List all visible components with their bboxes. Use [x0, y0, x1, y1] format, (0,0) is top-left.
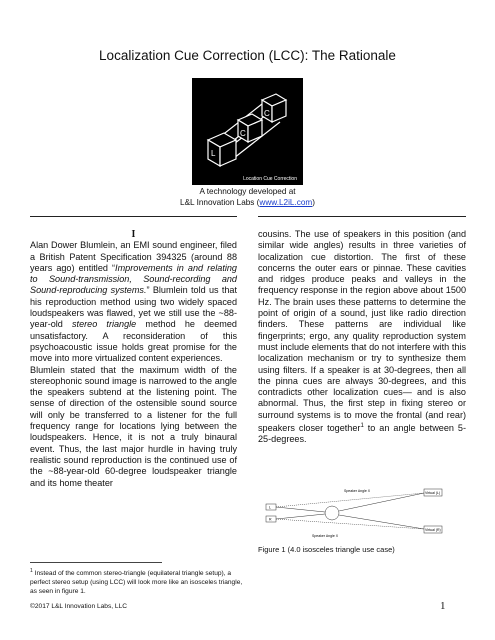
copyright-notice: ©2017 L&L Innovation Labs, LLC	[30, 603, 127, 610]
footnote-text: Instead of the common stereo-triangle (equilateral triangle setup), a perfect stereo setup (using LCC) will look more like an isosceles triangle, as seen in figure 1.	[30, 570, 243, 596]
p1-text-b: ” Blumlein told us that his reproduction method using two widely spaced loudspeakers was flawed, yet we still use the ~88-year-old	[30, 285, 237, 330]
p3-text: cousins. The use of speakers in this position (and similar wide angles) results in three varieties of localization cue distortion. The first of these concerns the outer ears or pinnae. These cavities and ridges produce peaks and valleys in the frequency response in the region above about 1500 Hz. The brain uses these patterns to determine the point of origin of a sound, just like radio direction finders. These patterns are individual like fingerprints; ergo, any quality reproduction system must include elements that do not interfere with this localization mechanism or try to synthesize them using filters. If a speaker is at 30-degrees, then all the pinna cues are always 30-degrees, and this contradicts other localization cues— and is also abnormal. Thus, the first step in fixing stereo or surround systems is to move the frontal (and rear) speakers closer together	[258, 229, 466, 434]
tagline-line2	[0, 197, 495, 208]
paragraph-1	[30, 240, 237, 364]
figure-label-virtual-l: Virtual (L)	[425, 491, 441, 495]
section-numeral: I	[131, 229, 136, 240]
tagline-suffix: )	[312, 198, 315, 207]
isosceles-diagram	[258, 482, 458, 542]
tagline-line1: A technology developed at	[199, 187, 296, 196]
tagline	[0, 186, 495, 208]
figure-1-diagram	[258, 482, 458, 542]
footnote-marker: 1	[30, 568, 33, 574]
footnote-divider	[30, 562, 162, 563]
paragraph-3	[258, 229, 466, 446]
right-column	[258, 229, 466, 446]
logo-letter-c2: C	[264, 109, 270, 118]
paragraph-2: Blumlein stated that the maximum width of the stereophonic sound image is narrowed to the angle the speakers subtend at the listening point. The sense of direction of the ostensible sound source will only be transferred to a listener for the full frequency range for locations lying between the loudspeakers. Hence, it is not a truly binaural event. Thus, the last major hurdle in having truly realistic sound reproduction is the continued use of the ~88-year-old 60-degree loudspeaker triangle and its home theater	[30, 364, 237, 488]
p1-text-a: Alan Dower Blumlein, an EMI sound engineer, filed a British Patent Specification 394325 (around 88 years ago) entitled “	[30, 240, 237, 273]
divider-right	[258, 216, 466, 217]
patent-title: Improvements in and relating to Sound-transmission, Sound-recording and Sound-reproducing systems.	[30, 262, 237, 296]
p1-text-c: method he deemed unsatisfactory. A reconsideration of this psychoacoustic issue holds great promise for the move into more virtualized content experiences.	[30, 319, 237, 364]
figure-label-angle-bottom: Speaker Angle X	[312, 534, 339, 538]
figure-label-l: L	[269, 505, 271, 510]
cube-trail-graphic	[192, 78, 303, 185]
speaker-l-box	[266, 504, 276, 510]
logo-caption: Location Cue Correction	[243, 176, 297, 182]
logo-letter-c1: C	[240, 129, 246, 138]
left-column	[30, 229, 237, 489]
lcc-logo	[192, 78, 303, 185]
website-link[interactable]: www.L2iL.com	[259, 198, 313, 207]
page-title: Localization Cue Correction (LCC): The Rationale	[99, 48, 396, 63]
figure-caption: Figure 1 (4.0 isosceles triangle use case)	[258, 545, 395, 554]
logo-letter-l: L	[211, 149, 216, 158]
figure-label-angle-top: Speaker Angle X	[344, 489, 371, 493]
figure-label-virtual-r: Virtual (R)	[425, 528, 441, 532]
listener-circle	[325, 506, 339, 520]
tagline-prefix: L&L Innovation Labs (	[180, 198, 260, 207]
divider-left	[30, 216, 237, 217]
p3-end: to an angle between 5-25-degrees.	[258, 423, 466, 445]
stereo-triangle-term: stereo triangle	[72, 319, 137, 330]
footnote-ref[interactable]: 1	[360, 423, 364, 430]
figure-label-r: R	[269, 517, 272, 522]
footnote	[30, 567, 250, 596]
page-number: 1	[440, 600, 446, 612]
